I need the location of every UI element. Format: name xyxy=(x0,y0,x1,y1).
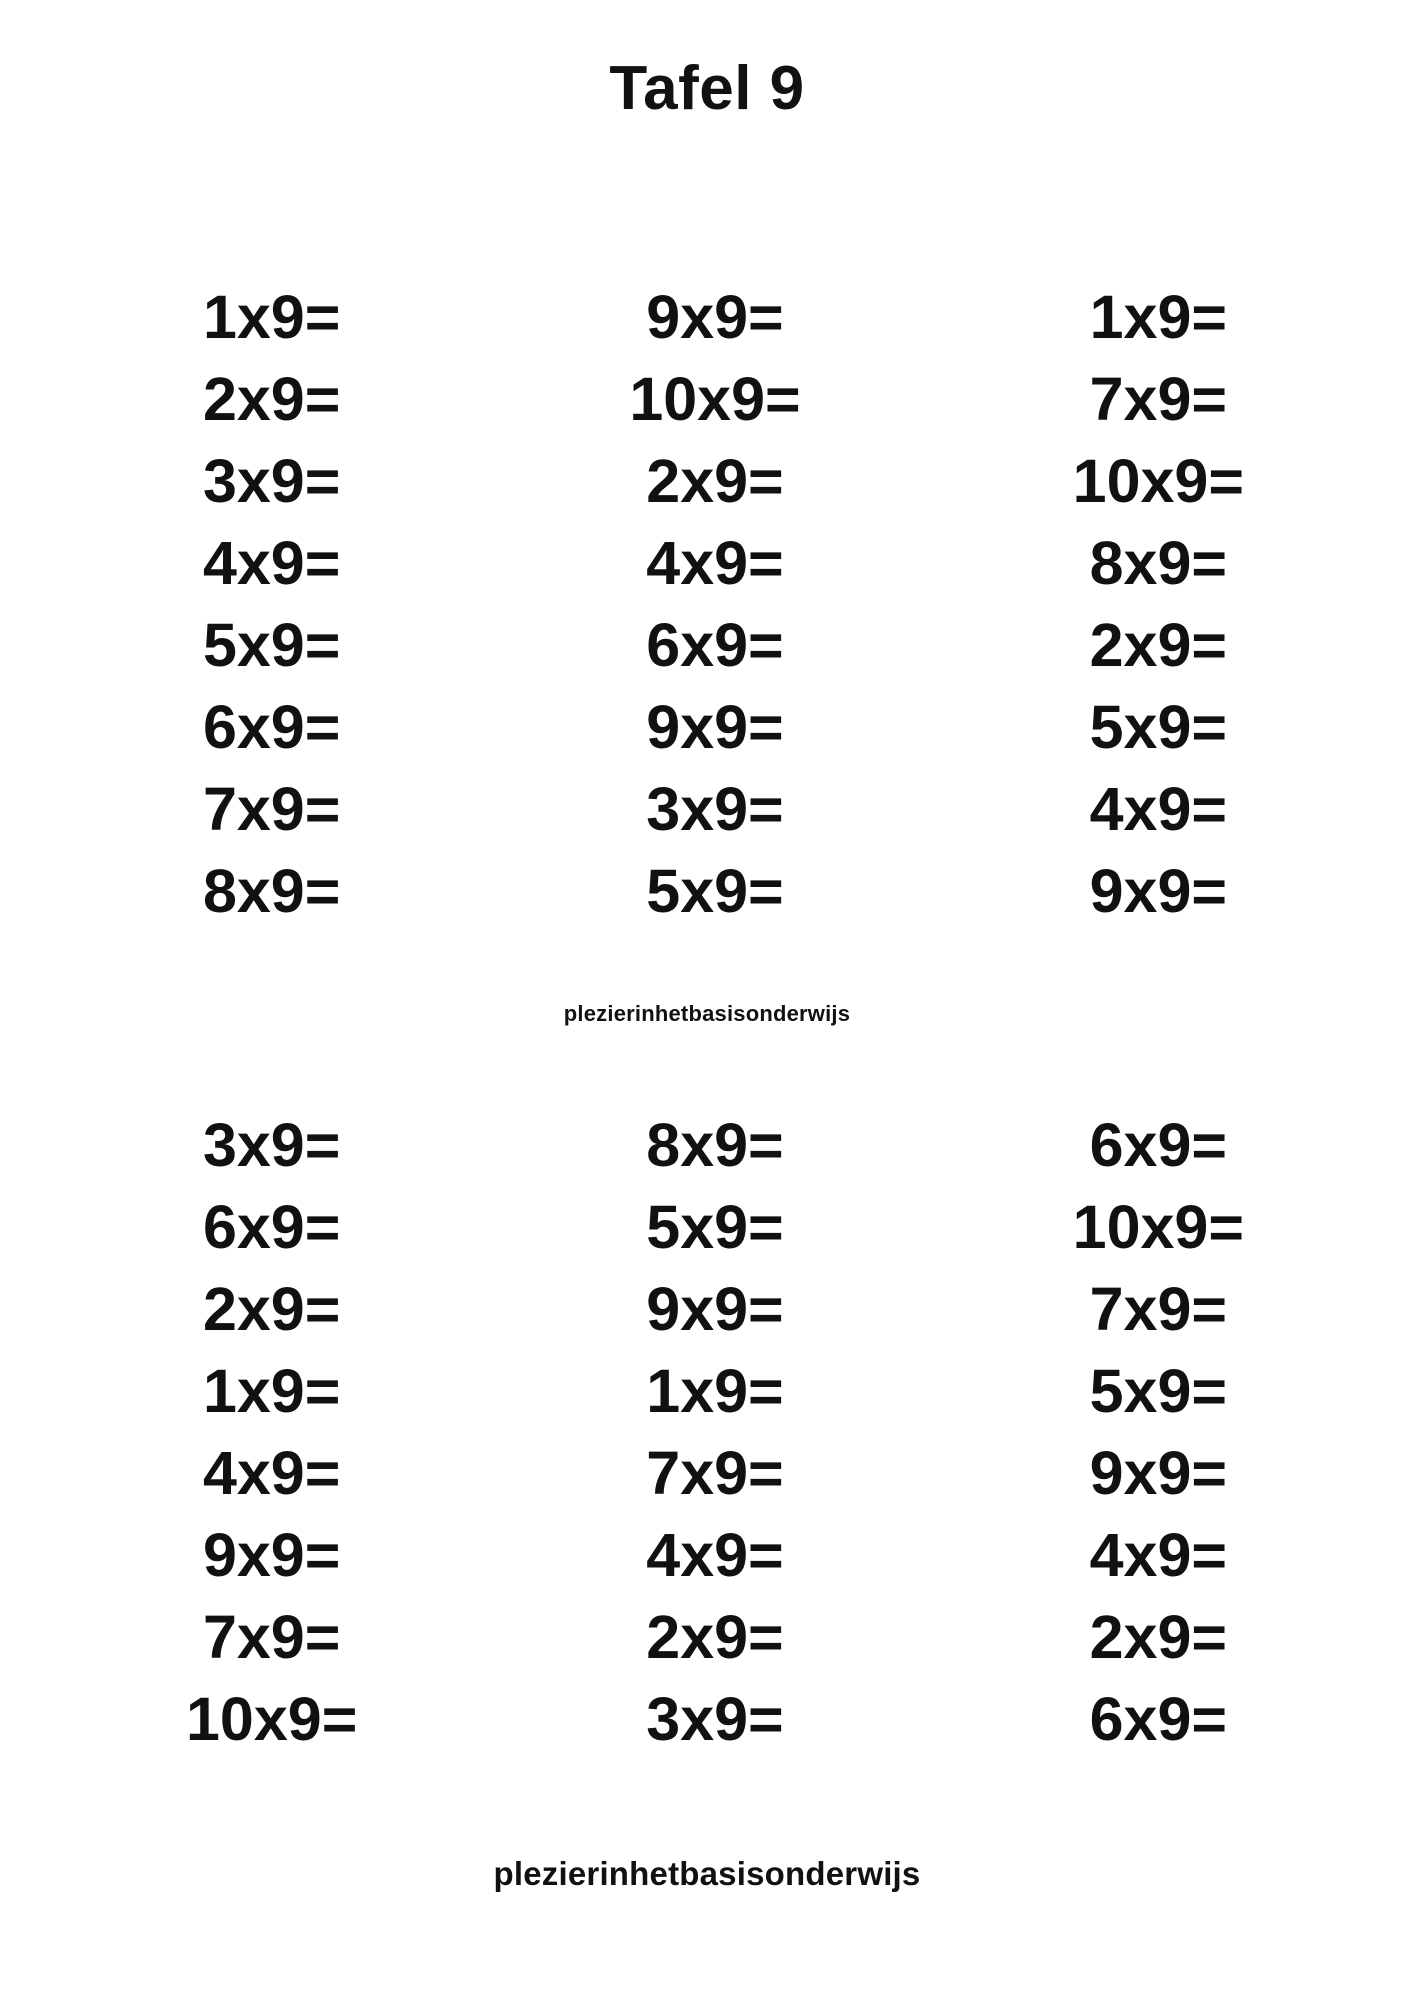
problem: 7x9= xyxy=(646,1439,784,1507)
problem: 6x9= xyxy=(1089,1685,1228,1753)
problem: 1x9= xyxy=(646,1357,784,1425)
problem: 7x9= xyxy=(1089,1275,1228,1343)
problem: 1x9= xyxy=(202,1357,341,1425)
problem: 5x9= xyxy=(1089,693,1228,761)
problem: 6x9= xyxy=(1089,1111,1228,1179)
footer-watermark-text: plezierinhetbasisonderwijs xyxy=(493,1855,921,1892)
problem: 1x9= xyxy=(1089,283,1228,351)
problem: 3x9= xyxy=(202,1111,341,1179)
problem: 5x9= xyxy=(646,857,784,925)
problem: 8x9= xyxy=(646,1111,784,1179)
problem: 1x9= xyxy=(202,283,341,351)
problem: 7x9= xyxy=(202,775,341,843)
problem: 9x9= xyxy=(646,1275,784,1343)
problem: 6x9= xyxy=(202,693,341,761)
problem: 10x9= xyxy=(629,365,801,433)
problem: 2x9= xyxy=(646,1603,784,1671)
problem: 2x9= xyxy=(646,447,784,515)
problem: 4x9= xyxy=(646,529,784,597)
problem-block-bottom xyxy=(50,1104,1380,1760)
page-title: Tafel 9 xyxy=(609,54,805,123)
problem: 9x9= xyxy=(1089,1439,1228,1507)
problem: 5x9= xyxy=(1089,1357,1228,1425)
problem: 9x9= xyxy=(202,1521,341,1589)
problem: 4x9= xyxy=(646,1521,784,1589)
problem: 7x9= xyxy=(202,1603,341,1671)
problem: 10x9= xyxy=(1072,1193,1244,1261)
problem: 3x9= xyxy=(646,1685,784,1753)
problem: 9x9= xyxy=(646,283,784,351)
problem: 6x9= xyxy=(646,611,784,679)
problem: 4x9= xyxy=(1089,1521,1228,1589)
problem: 2x9= xyxy=(1089,1603,1228,1671)
problem: 5x9= xyxy=(202,611,341,679)
problem: 3x9= xyxy=(646,775,784,843)
problem: 8x9= xyxy=(1089,529,1228,597)
problem: 4x9= xyxy=(202,1439,341,1507)
problem: 2x9= xyxy=(202,365,341,433)
problem: 9x9= xyxy=(1089,857,1228,925)
problem: 2x9= xyxy=(1089,611,1228,679)
problem: 2x9= xyxy=(202,1275,341,1343)
problem: 7x9= xyxy=(1089,365,1228,433)
watermark-text: plezierinhetbasisonderwijs xyxy=(563,1001,851,1026)
problem: 10x9= xyxy=(1072,447,1244,515)
problem: 10x9= xyxy=(186,1685,358,1753)
problem: 4x9= xyxy=(202,529,341,597)
problem: 4x9= xyxy=(1089,775,1228,843)
problem: 6x9= xyxy=(202,1193,341,1261)
problem: 3x9= xyxy=(202,447,341,515)
problem-block-top xyxy=(50,276,1380,932)
problem: 9x9= xyxy=(646,693,784,761)
problem: 5x9= xyxy=(646,1193,784,1261)
problem: 8x9= xyxy=(202,857,341,925)
